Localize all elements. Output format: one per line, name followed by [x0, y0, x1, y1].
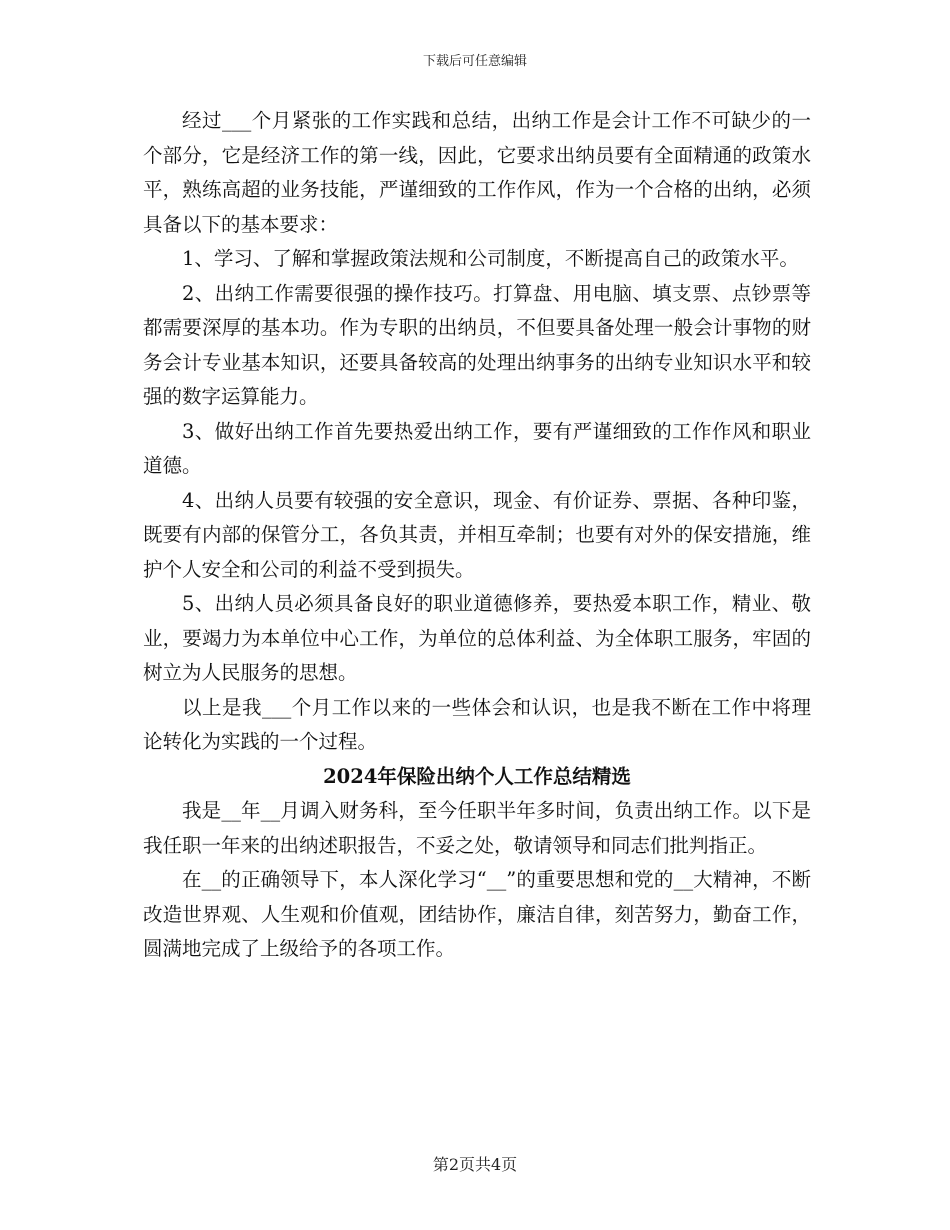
paragraph-requirement-3: 3、做好出纳工作首先要热爱出纳工作，要有严谨细致的工作作风和职业道德。 — [143, 419, 811, 477]
document-body — [143, 104, 811, 967]
paragraph-requirement-5: 5、出纳人员必须具备良好的职业道德修养，要热爱本职工作，精业、敬业，要竭力为本单位中心工作，为单位的总体利益、为全体职工服务，牢固的树立为人民服务的思想。 — [143, 592, 811, 684]
page-header: 下载后可任意编辑 — [422, 54, 527, 69]
paragraph-section-intro: 我是__年__月调入财务科，至今任职半年多时间，负责出纳工作。以下是我任职一年来的出纳述职报告，不妥之处，敬请领导和同志们批判指正。 — [143, 799, 811, 857]
paragraph-intro: 经过___个月紧张的工作实践和总结，出纳工作是会计工作不可缺少的一个部分，它是经济工作的第一线，因此，它要求出纳员要有全面精通的政策水平，熟练高超的业务技能，严谨细致的工作作风，作为一个合格的出纳，必须具备以下的基本要求： — [143, 109, 811, 236]
paragraph-conclusion: 以上是我___个月工作以来的一些体会和认识，也是我不断在工作中将理论转化为实践的一个过程。 — [143, 695, 811, 753]
paragraph-requirement-1: 1、学习、了解和掌握政策法规和公司制度，不断提高自己的政策水平。 — [182, 247, 799, 270]
section-title: 2024年保险出纳个人工作总结精选 — [323, 764, 631, 788]
page-footer: 第2页共4页 — [432, 1155, 518, 1174]
paragraph-requirement-4: 4、出纳人员要有较强的安全意识，现金、有价证券、票据、各种印鉴，既要有内部的保管分工，各负其责，并相互牵制；也要有对外的保安措施，维护个人安全和公司的利益不受到损失。 — [143, 488, 811, 581]
paragraph-section-body: 在__的正确领导下，本人深化学习“__”的重要思想和党的__大精神，不断改造世界观、人生观和价值观，团结协作，廉洁自律，刻苦努力，勤奋工作，圆满地完成了上级给予的各项工作。 — [143, 868, 811, 960]
paragraph-requirement-2: 2、出纳工作需要很强的操作技巧。打算盘、用电脑、填支票、点钞票等都需要深厚的基本功。作为专职的出纳员，不但要具备处理一般会计事物的财务会计专业基本知识，还要具备较高的处理出纳事务的出纳专业知识水平和较强的数字运算能力。 — [143, 281, 811, 408]
